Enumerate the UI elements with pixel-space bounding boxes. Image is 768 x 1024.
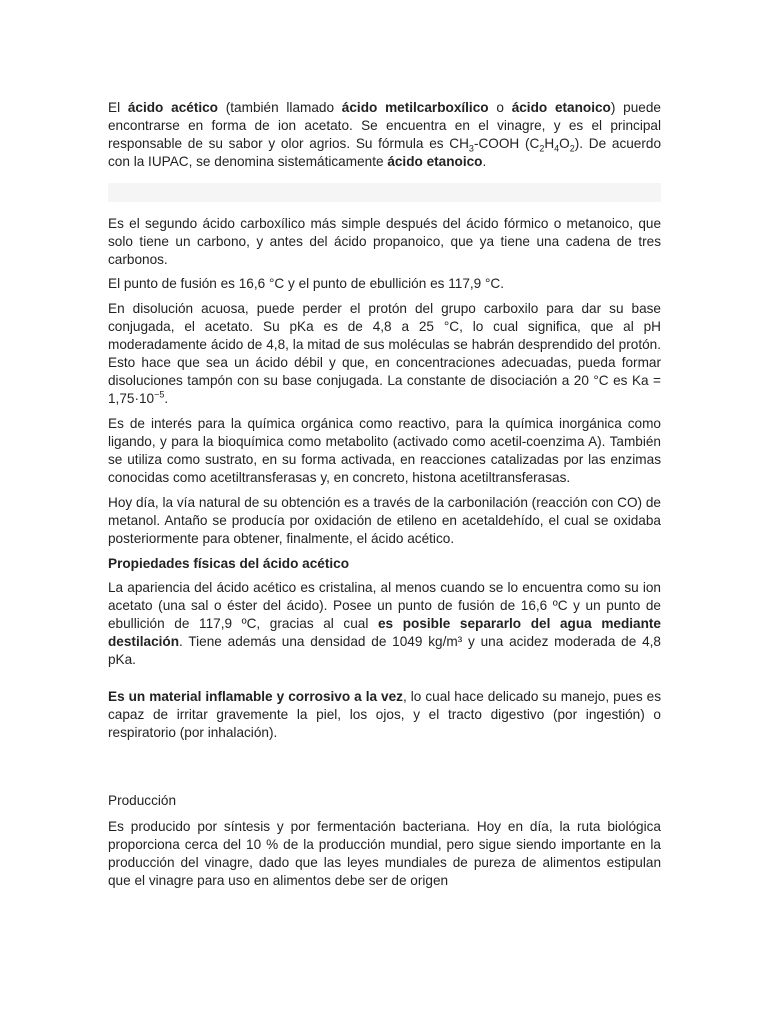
text-run: o xyxy=(488,100,512,115)
paragraph-disolucion-acuosa xyxy=(108,300,661,408)
subscript: 4 xyxy=(554,143,560,154)
bold-destilacion: es posible separarlo del agua mediante destilación xyxy=(108,616,661,649)
document-body xyxy=(108,99,661,890)
section-heading-propiedades: Propiedades físicas del ácido acético xyxy=(108,556,350,571)
paragraph-obtencion: Hoy día, la vía natural de su obtención es a través de la carbonilación (reacción con CO) de metanol. Antaño se producía por oxidación de etileno en acetaldehído, el cual se oxidaba posteriormente para obtener, finalmente, el ácido acético. xyxy=(108,495,661,546)
subscript: 2 xyxy=(539,143,545,154)
subscript: 2 xyxy=(569,143,575,154)
text-run: La apariencia del ácido acético es cristalina, al menos cuando se lo encuentra como su ion acetato (una sal o éster del ácido). Posee un punto de fusión de 16,6 ºC y un punto de ebullición de 117,9 ºC, gracias al cual xyxy=(108,580,661,631)
paragraph-segundo-acido: Es el segundo ácido carboxílico más simple después del ácido fórmico o metanoico, que solo tiene un carbono, y antes del ácido propanoico, que ya tiene una cadena de tres carbonos. xyxy=(108,216,661,267)
bold-term-acido-acetico: ácido acético xyxy=(127,100,218,115)
bold-term-acido-metilcarboxilico: ácido metilcarboxílico xyxy=(341,100,489,115)
subscript: 3 xyxy=(468,143,474,154)
intro-paragraph xyxy=(108,99,661,171)
paragraph-interes-quimica: Es de interés para la química orgánica como reactivo, para la química inorgánica como ligando, y para la bioquímica como metabolito (activado como acetil-coenzima A). También se utiliza como sustrato, en su forma activada, en reacciones catalizadas por las enzimas conocidas como acetiltransferasas y, en concreto, histona acetiltransferasas. xyxy=(108,416,661,485)
paragraph-produccion: Es producido por síntesis y por fermentación bacteriana. Hoy en día, la ruta biológica proporciona cerca del 10 % de la producción mundial, pero sigue siendo importante en la producción del vinagre, dado que las leyes mundiales de pureza de alimentos estipulan que el vinagre para uso en alimentos debe ser de origen xyxy=(108,819,661,888)
paragraph-apariencia xyxy=(108,579,661,669)
text-run: . xyxy=(164,391,169,406)
bold-inflamable: Es un material inflamable y corrosivo a la vez xyxy=(108,689,403,704)
bold-term-acido-etanoico: ácido etanoico xyxy=(511,100,611,115)
section-title-produccion: Producción xyxy=(108,793,177,808)
bold-term-acido-etanoico-iupac: ácido etanoico xyxy=(387,154,483,169)
text-run: , lo cual hace delicado su manejo, pues es capaz de irritar gravemente la piel, los ojos, y el tracto digestivo (por ingestión) o respiratorio (por inhalación). xyxy=(108,689,661,740)
text-run: -COOH (C xyxy=(473,136,540,151)
text-run: En disolución acuosa, puede perder el protón del grupo carboxilo para dar su base conjugada, el acetato. Su pKa es de 4,8 a 25 °C, lo cual significa, que al pH moderadamente ácido de 4,8, la mitad de sus moléculas se habrán desprendido del protón. Esto hace que sea un ácido débil y que, en concentraciones adecuadas, pueda formar disoluciones tampón con su base conjugada. La constante de disociación a 20 °C es Ka = 1,75·10 xyxy=(108,301,661,406)
paragraph-inflamable xyxy=(108,688,661,742)
text-run: ) puede encontrarse en forma de ion acetato. Se encuentra en el vinagre, y es el principal responsable de su sabor y olor agrios. Su fórmula es CH xyxy=(108,100,661,151)
text-run: . Tiene además una densidad de 1049 kg/m³ y una acidez moderada de 4,8 pKa. xyxy=(108,634,661,667)
paragraph-punto-fusion: El punto de fusión es 16,6 °C y el punto de ebullición es 117,9 °C. xyxy=(108,276,505,291)
text-run: O xyxy=(559,136,570,151)
text-run: (también llamado xyxy=(217,100,342,115)
shaded-divider xyxy=(108,183,661,202)
text-run: H xyxy=(544,136,555,151)
text-run: . xyxy=(482,154,487,169)
text-run: ). De acuerdo con la IUPAC, se denomina sistemáticamente xyxy=(108,136,662,169)
superscript: −5 xyxy=(154,389,165,400)
text-run: El xyxy=(108,100,128,115)
